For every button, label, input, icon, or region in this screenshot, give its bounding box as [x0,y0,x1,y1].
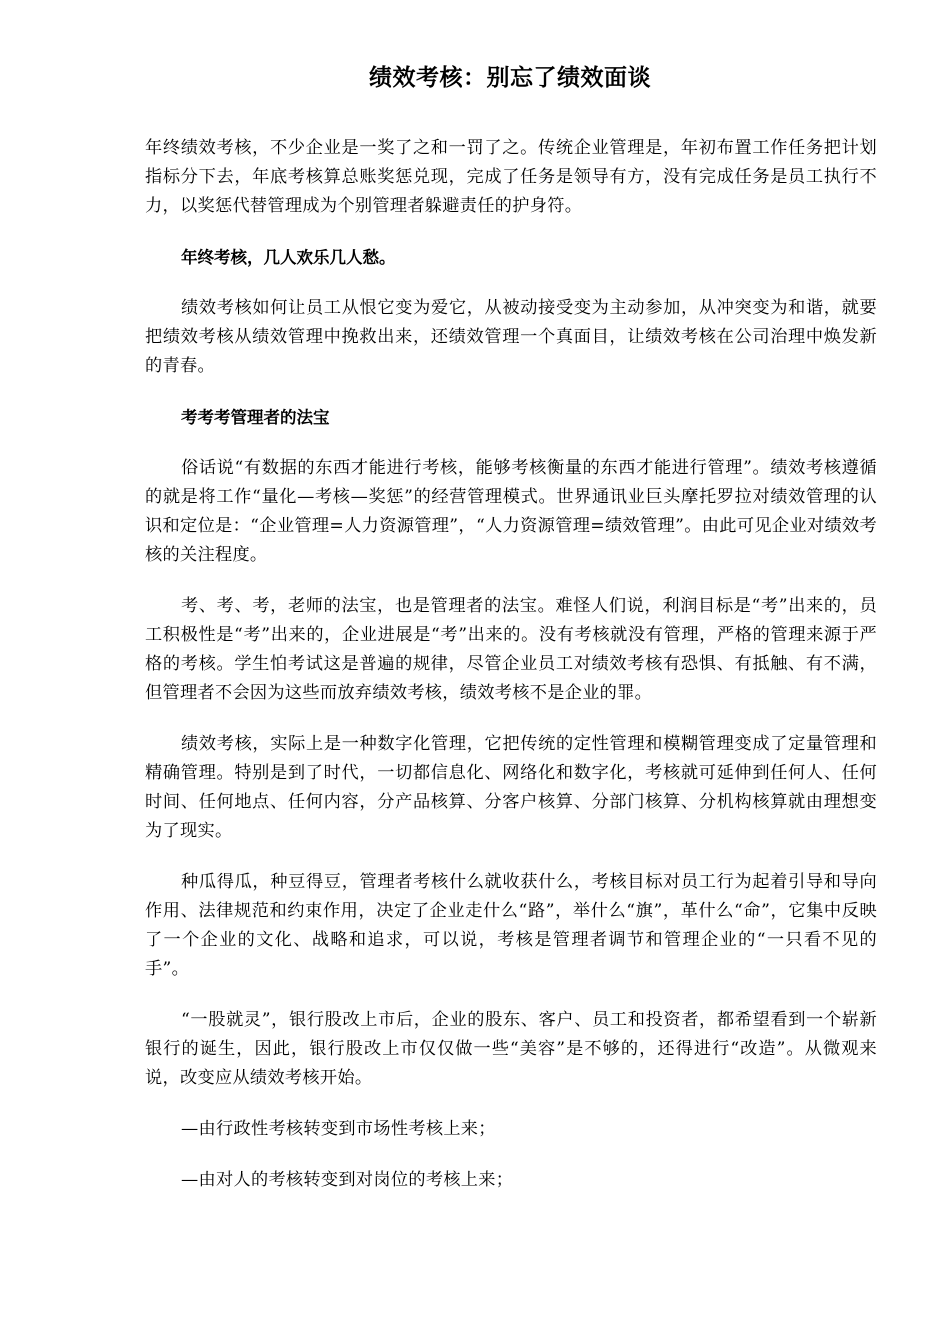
section-heading: 考考考管理者的法宝 [181,408,330,427]
section-heading: 年终考核，几人欢乐几人愁。 [181,248,396,267]
document-body [145,134,877,1217]
list-item: —由行政性考核转变到市场性考核上来； [181,1119,496,1139]
list-item: —由对人的考核转变到对岗位的考核上来； [181,1170,514,1190]
paragraph: 考、考、考，老师的法宝，也是管理者的法宝。难怪人们说，利润目标是“考”出来的，员工积极性是“考”出来的，企业进展是“考”出来的。没有考核就没有管理，严格的管理来源于严格的考核。学生怕考试这是普遍的规律，尽管企业员工对绩效考核有恐惧、有抵触、有不满，但管理者不会因为这些而放弃绩效考核，绩效考核不是企业的罪。 [145,596,877,703]
document-title: 绩效考核：别忘了绩效面谈 [369,65,651,91]
paragraph: 种瓜得瓜，种豆得豆，管理者考核什么就收获什么，考核目标对员工行为起着引导和导向作用、法律规范和约束作用，决定了企业走什么“路”，举什么“旗”，革什么“命”，它集中反映了一个企业的文化、战略和追求，可以说，考核是管理者调节和管理企业的“一只看不见的手”。 [145,872,877,979]
paragraph: “一股就灵”，银行股改上市后，企业的股东、客户、员工和投资者，都希望看到一个崭新银行的诞生，因此，银行股改上市仅仅做一些“美容”是不够的，还得进行“改造”。从微观来说，改变应从绩效考核开始。 [145,1010,878,1088]
paragraph: 俗话说“有数据的东西才能进行考核，能够考核衡量的东西才能进行管理”。绩效考核遵循的就是将工作“量化—考核—奖惩”的经营管理模式。世界通讯业巨头摩托罗拉对绩效管理的认识和定位是：“企业管理=人力资源管理”，“人力资源管理=绩效管理”。由此可见企业对绩效考核的关注程度。 [145,458,877,565]
paragraph: 绩效考核如何让员工从恨它变为爱它，从被动接受变为主动参加，从冲突变为和谐，就要把绩效考核从绩效管理中挽救出来，还绩效管理一个真面目，让绩效考核在公司治理中焕发新的青春。 [145,298,877,376]
paragraph: 年终绩效考核，不少企业是一奖了之和一罚了之。传统企业管理是，年初布置工作任务把计划指标分下去，年底考核算总账奖惩兑现，完成了任务是领导有方，没有完成任务是员工执行不力，以奖惩代替管理成为个别管理者躲避责任的护身符。 [145,138,877,216]
paragraph: 绩效考核，实际上是一种数字化管理，它把传统的定性管理和模糊管理变成了定量管理和精确管理。特别是到了时代，一切都信息化、网络化和数字化，考核就可延伸到任何人、任何时间、任何地点、任何内容，分产品核算、分客户核算、分部门核算、分机构核算就由理想变为了现实。 [145,734,877,841]
